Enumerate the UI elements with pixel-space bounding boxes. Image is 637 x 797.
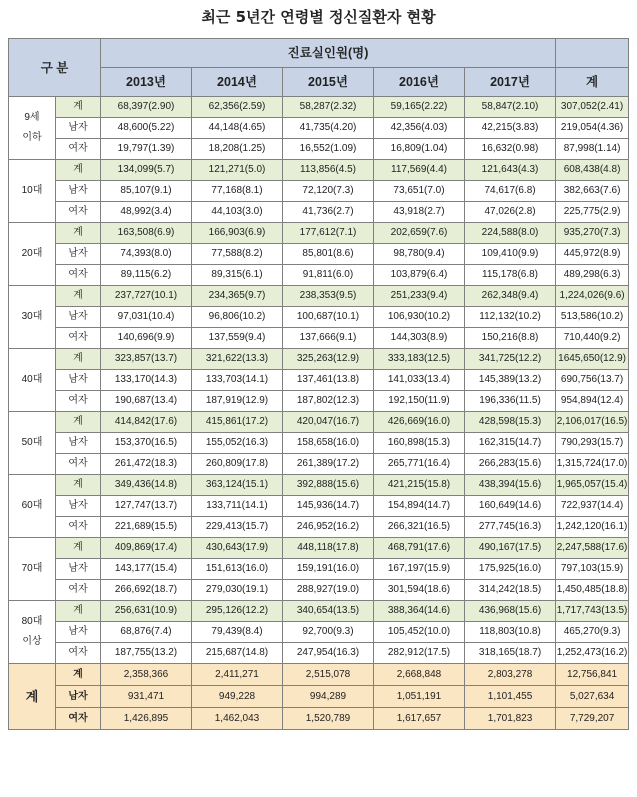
value-cell: 85,107(9.1) [101, 181, 192, 202]
value-cell: 428,598(15.3) [465, 412, 556, 433]
value-cell: 246,952(16.2) [283, 517, 374, 538]
age-group-label: 70대 [9, 538, 56, 601]
age-group-label: 9세 이하 [9, 97, 56, 160]
value-cell: 41,735(4.20) [283, 118, 374, 139]
value-cell: 234,365(9.7) [192, 286, 283, 307]
value-cell: 690,756(13.7) [556, 370, 629, 391]
value-cell: 74,393(8.0) [101, 244, 192, 265]
value-cell: 137,559(9.4) [192, 328, 283, 349]
value-cell: 79,439(8.4) [192, 622, 283, 643]
value-cell: 175,925(16.0) [465, 559, 556, 580]
value-cell: 266,321(16.5) [374, 517, 465, 538]
value-cell: 363,124(15.1) [192, 475, 283, 496]
value-cell: 430,643(17.9) [192, 538, 283, 559]
table-header [9, 39, 629, 97]
table-row [9, 580, 629, 601]
value-cell: 237,727(10.1) [101, 286, 192, 307]
value-cell: 7,729,207 [556, 708, 629, 730]
value-cell: 98,780(9.4) [374, 244, 465, 265]
sex-label: 계 [56, 349, 101, 370]
value-cell: 392,888(15.6) [283, 475, 374, 496]
sex-label: 계 [56, 286, 101, 307]
value-cell: 91,811(6.0) [283, 265, 374, 286]
value-cell: 247,954(16.3) [283, 643, 374, 664]
table-row [9, 559, 629, 580]
value-cell: 58,287(2.32) [283, 97, 374, 118]
value-cell: 409,869(17.4) [101, 538, 192, 559]
table-row [9, 181, 629, 202]
value-cell: 2,411,271 [192, 664, 283, 686]
sex-label: 계 [56, 412, 101, 433]
value-cell: 105,452(10.0) [374, 622, 465, 643]
value-cell: 77,168(8.1) [192, 181, 283, 202]
sex-label: 남자 [56, 370, 101, 391]
value-cell: 1,426,895 [101, 708, 192, 730]
sex-label: 남자 [56, 496, 101, 517]
value-cell: 109,410(9.9) [465, 244, 556, 265]
table-row [9, 538, 629, 559]
value-cell: 47,026(2.8) [465, 202, 556, 223]
value-cell: 251,233(9.4) [374, 286, 465, 307]
value-cell: 103,879(6.4) [374, 265, 465, 286]
value-cell: 513,586(10.2) [556, 307, 629, 328]
value-cell: 18,208(1.25) [192, 139, 283, 160]
value-cell: 134,099(5.7) [101, 160, 192, 181]
age-group-label: 80대 이상 [9, 601, 56, 664]
value-cell: 261,389(17.2) [283, 454, 374, 475]
value-cell: 1,965,057(15.4) [556, 475, 629, 496]
value-cell: 2,803,278 [465, 664, 556, 686]
table-body [9, 97, 629, 730]
value-cell: 43,918(2.7) [374, 202, 465, 223]
total-header: 계 [556, 68, 629, 97]
value-cell: 2,106,017(16.5) [556, 412, 629, 433]
value-cell: 187,919(12.9) [192, 391, 283, 412]
table-row [9, 265, 629, 286]
value-cell: 121,643(4.3) [465, 160, 556, 181]
value-cell: 87,998(1.14) [556, 139, 629, 160]
table-row [9, 202, 629, 223]
sex-label: 계 [56, 601, 101, 622]
value-cell: 1,701,823 [465, 708, 556, 730]
value-cell: 155,052(16.3) [192, 433, 283, 454]
value-cell: 187,802(12.3) [283, 391, 374, 412]
value-cell: 445,972(8.9) [556, 244, 629, 265]
value-cell: 333,183(12.5) [374, 349, 465, 370]
value-cell: 144,303(8.9) [374, 328, 465, 349]
value-cell: 58,847(2.10) [465, 97, 556, 118]
table-row [9, 601, 629, 622]
table-row [9, 643, 629, 664]
value-cell: 150,216(8.8) [465, 328, 556, 349]
value-cell: 219,054(4.36) [556, 118, 629, 139]
value-cell: 145,389(13.2) [465, 370, 556, 391]
age-group-label: 10대 [9, 160, 56, 223]
value-cell: 74,617(6.8) [465, 181, 556, 202]
value-cell: 85,801(8.6) [283, 244, 374, 265]
age-group-label: 40대 [9, 349, 56, 412]
value-cell: 160,898(15.3) [374, 433, 465, 454]
value-cell: 145,936(14.7) [283, 496, 374, 517]
value-cell: 414,842(17.6) [101, 412, 192, 433]
value-cell: 314,242(18.5) [465, 580, 556, 601]
value-cell: 100,687(10.1) [283, 307, 374, 328]
value-cell: 158,658(16.0) [283, 433, 374, 454]
value-cell: 1,252,473(16.2) [556, 643, 629, 664]
table-row [9, 475, 629, 496]
table-row [9, 286, 629, 307]
value-cell: 115,178(6.8) [465, 265, 556, 286]
year-header: 2015년 [283, 68, 374, 97]
sex-label: 여자 [56, 580, 101, 601]
value-cell: 1,315,724(17.0) [556, 454, 629, 475]
value-cell: 97,031(10.4) [101, 307, 192, 328]
sex-label: 여자 [56, 265, 101, 286]
sex-label: 여자 [56, 708, 101, 730]
value-cell: 133,703(14.1) [192, 370, 283, 391]
value-cell: 325,263(12.9) [283, 349, 374, 370]
value-cell: 256,631(10.9) [101, 601, 192, 622]
value-cell: 202,659(7.6) [374, 223, 465, 244]
sex-label: 계 [56, 538, 101, 559]
value-cell: 797,103(15.9) [556, 559, 629, 580]
value-cell: 295,126(12.2) [192, 601, 283, 622]
value-cell: 349,436(14.8) [101, 475, 192, 496]
value-cell: 42,356(4.03) [374, 118, 465, 139]
value-cell: 265,771(16.4) [374, 454, 465, 475]
value-cell: 1,462,043 [192, 708, 283, 730]
table-row [9, 454, 629, 475]
value-cell: 192,150(11.9) [374, 391, 465, 412]
value-cell: 44,103(3.0) [192, 202, 283, 223]
value-cell: 489,298(6.3) [556, 265, 629, 286]
value-cell: 16,632(0.98) [465, 139, 556, 160]
value-cell: 160,649(14.6) [465, 496, 556, 517]
value-cell: 238,353(9.5) [283, 286, 374, 307]
value-cell: 2,668,848 [374, 664, 465, 686]
value-cell: 133,170(14.3) [101, 370, 192, 391]
value-cell: 260,809(17.8) [192, 454, 283, 475]
value-cell: 288,927(19.0) [283, 580, 374, 601]
value-cell: 225,775(2.9) [556, 202, 629, 223]
sex-label: 계 [56, 223, 101, 244]
value-cell: 16,809(1.04) [374, 139, 465, 160]
value-cell: 106,930(10.2) [374, 307, 465, 328]
age-group-label: 20대 [9, 223, 56, 286]
year-header: 2014년 [192, 68, 283, 97]
value-cell: 118,803(10.8) [465, 622, 556, 643]
table-row [9, 517, 629, 538]
sex-label: 여자 [56, 643, 101, 664]
table-row [9, 223, 629, 244]
value-cell: 215,687(14.8) [192, 643, 283, 664]
value-cell: 141,033(13.4) [374, 370, 465, 391]
value-cell: 323,857(13.7) [101, 349, 192, 370]
value-cell: 48,992(3.4) [101, 202, 192, 223]
sex-label: 계 [56, 475, 101, 496]
value-cell: 994,289 [283, 686, 374, 708]
value-cell: 722,937(14.4) [556, 496, 629, 517]
value-cell: 266,283(15.6) [465, 454, 556, 475]
value-cell: 262,348(9.4) [465, 286, 556, 307]
group-header: 진료실인원(명) [101, 39, 556, 68]
value-cell: 221,689(15.5) [101, 517, 192, 538]
sex-label: 남자 [56, 559, 101, 580]
sex-label: 계 [56, 160, 101, 181]
value-cell: 92,700(9.3) [283, 622, 374, 643]
value-cell: 187,755(13.2) [101, 643, 192, 664]
value-cell: 190,687(13.4) [101, 391, 192, 412]
sex-label: 계 [56, 97, 101, 118]
value-cell: 5,027,634 [556, 686, 629, 708]
value-cell: 1,717,743(13.5) [556, 601, 629, 622]
value-cell: 44,148(4.65) [192, 118, 283, 139]
page-title: 최근 5년간 연령별 정신질환자 현황 [201, 8, 436, 26]
table-row [9, 370, 629, 391]
value-cell: 1,224,026(9.6) [556, 286, 629, 307]
patient-stats-table [8, 38, 629, 730]
value-cell: 133,711(14.1) [192, 496, 283, 517]
value-cell: 608,438(4.8) [556, 160, 629, 181]
value-cell: 1,450,485(18.8) [556, 580, 629, 601]
category-header: 구 분 [9, 39, 101, 97]
value-cell: 154,894(14.7) [374, 496, 465, 517]
sex-label: 여자 [56, 328, 101, 349]
value-cell: 931,471 [101, 686, 192, 708]
sex-label: 남자 [56, 622, 101, 643]
value-cell: 117,569(4.4) [374, 160, 465, 181]
value-cell: 137,461(13.8) [283, 370, 374, 391]
table-row [9, 433, 629, 454]
value-cell: 282,912(17.5) [374, 643, 465, 664]
value-cell: 72,120(7.3) [283, 181, 374, 202]
value-cell: 436,968(15.6) [465, 601, 556, 622]
value-cell: 279,030(19.1) [192, 580, 283, 601]
value-cell: 340,654(13.5) [283, 601, 374, 622]
value-cell: 438,394(15.6) [465, 475, 556, 496]
sex-label: 남자 [56, 181, 101, 202]
value-cell: 710,440(9.2) [556, 328, 629, 349]
value-cell: 1,617,657 [374, 708, 465, 730]
value-cell: 261,472(18.3) [101, 454, 192, 475]
sex-label: 여자 [56, 517, 101, 538]
value-cell: 41,736(2.7) [283, 202, 374, 223]
age-group-label: 30대 [9, 286, 56, 349]
value-cell: 321,622(13.3) [192, 349, 283, 370]
value-cell: 96,806(10.2) [192, 307, 283, 328]
value-cell: 62,356(2.59) [192, 97, 283, 118]
table-row [9, 139, 629, 160]
value-cell: 166,903(6.9) [192, 223, 283, 244]
value-cell: 1,520,789 [283, 708, 374, 730]
value-cell: 490,167(17.5) [465, 538, 556, 559]
value-cell: 163,508(6.9) [101, 223, 192, 244]
value-cell: 420,047(16.7) [283, 412, 374, 433]
sex-label: 남자 [56, 118, 101, 139]
value-cell: 48,600(5.22) [101, 118, 192, 139]
value-cell: 151,613(16.0) [192, 559, 283, 580]
value-cell: 790,293(15.7) [556, 433, 629, 454]
sex-label: 여자 [56, 391, 101, 412]
year-header: 2016년 [374, 68, 465, 97]
value-cell: 318,165(18.7) [465, 643, 556, 664]
grand-total-label: 계 [9, 664, 56, 730]
value-cell: 167,197(15.9) [374, 559, 465, 580]
year-header: 2017년 [465, 68, 556, 97]
value-cell: 143,177(15.4) [101, 559, 192, 580]
value-cell: 177,612(7.1) [283, 223, 374, 244]
sex-label: 남자 [56, 433, 101, 454]
value-cell: 121,271(5.0) [192, 160, 283, 181]
sex-label: 남자 [56, 244, 101, 265]
sex-label: 계 [56, 664, 101, 686]
value-cell: 301,594(18.6) [374, 580, 465, 601]
value-cell: 196,336(11.5) [465, 391, 556, 412]
value-cell: 2,358,366 [101, 664, 192, 686]
grand-total-row [9, 686, 629, 708]
value-cell: 162,315(14.7) [465, 433, 556, 454]
value-cell: 1645,650(12.9) [556, 349, 629, 370]
value-cell: 277,745(16.3) [465, 517, 556, 538]
value-cell: 137,666(9.1) [283, 328, 374, 349]
table-row [9, 328, 629, 349]
value-cell: 465,270(9.3) [556, 622, 629, 643]
value-cell: 2,247,588(17.6) [556, 538, 629, 559]
value-cell: 229,413(15.7) [192, 517, 283, 538]
value-cell: 954,894(12.4) [556, 391, 629, 412]
sex-label: 여자 [56, 202, 101, 223]
table-row [9, 97, 629, 118]
table-row [9, 349, 629, 370]
sex-label: 남자 [56, 686, 101, 708]
value-cell: 949,228 [192, 686, 283, 708]
value-cell: 159,191(16.0) [283, 559, 374, 580]
value-cell: 127,747(13.7) [101, 496, 192, 517]
value-cell: 1,242,120(16.1) [556, 517, 629, 538]
value-cell: 448,118(17.8) [283, 538, 374, 559]
value-cell: 12,756,841 [556, 664, 629, 686]
value-cell: 77,588(8.2) [192, 244, 283, 265]
value-cell: 153,370(16.5) [101, 433, 192, 454]
sex-label: 여자 [56, 454, 101, 475]
year-header: 2013년 [101, 68, 192, 97]
value-cell: 1,101,455 [465, 686, 556, 708]
table-row [9, 160, 629, 181]
table-row [9, 622, 629, 643]
value-cell: 224,588(8.0) [465, 223, 556, 244]
value-cell: 426,669(16.0) [374, 412, 465, 433]
age-group-label: 50대 [9, 412, 56, 475]
value-cell: 1,051,191 [374, 686, 465, 708]
value-cell: 935,270(7.3) [556, 223, 629, 244]
table-row [9, 307, 629, 328]
value-cell: 382,663(7.6) [556, 181, 629, 202]
value-cell: 89,315(6.1) [192, 265, 283, 286]
sex-label: 남자 [56, 307, 101, 328]
table-row [9, 391, 629, 412]
value-cell: 266,692(18.7) [101, 580, 192, 601]
value-cell: 42,215(3.83) [465, 118, 556, 139]
value-cell: 68,397(2.90) [101, 97, 192, 118]
value-cell: 113,856(4.5) [283, 160, 374, 181]
value-cell: 19,797(1.39) [101, 139, 192, 160]
value-cell: 421,215(15.8) [374, 475, 465, 496]
table-row [9, 118, 629, 139]
table-row [9, 244, 629, 265]
value-cell: 140,696(9.9) [101, 328, 192, 349]
value-cell: 388,364(14.6) [374, 601, 465, 622]
value-cell: 2,515,078 [283, 664, 374, 686]
value-cell: 112,132(10.2) [465, 307, 556, 328]
header-blank-cell [556, 39, 629, 68]
value-cell: 68,876(7.4) [101, 622, 192, 643]
value-cell: 59,165(2.22) [374, 97, 465, 118]
grand-total-row [9, 664, 629, 686]
value-cell: 16,552(1.09) [283, 139, 374, 160]
table-row [9, 412, 629, 433]
table-row [9, 496, 629, 517]
value-cell: 73,651(7.0) [374, 181, 465, 202]
age-group-label: 60대 [9, 475, 56, 538]
sex-label: 여자 [56, 139, 101, 160]
grand-total-row [9, 708, 629, 730]
value-cell: 415,861(17.2) [192, 412, 283, 433]
value-cell: 468,791(17.6) [374, 538, 465, 559]
value-cell: 341,725(12.2) [465, 349, 556, 370]
value-cell: 89,115(6.2) [101, 265, 192, 286]
value-cell: 307,052(2.41) [556, 97, 629, 118]
